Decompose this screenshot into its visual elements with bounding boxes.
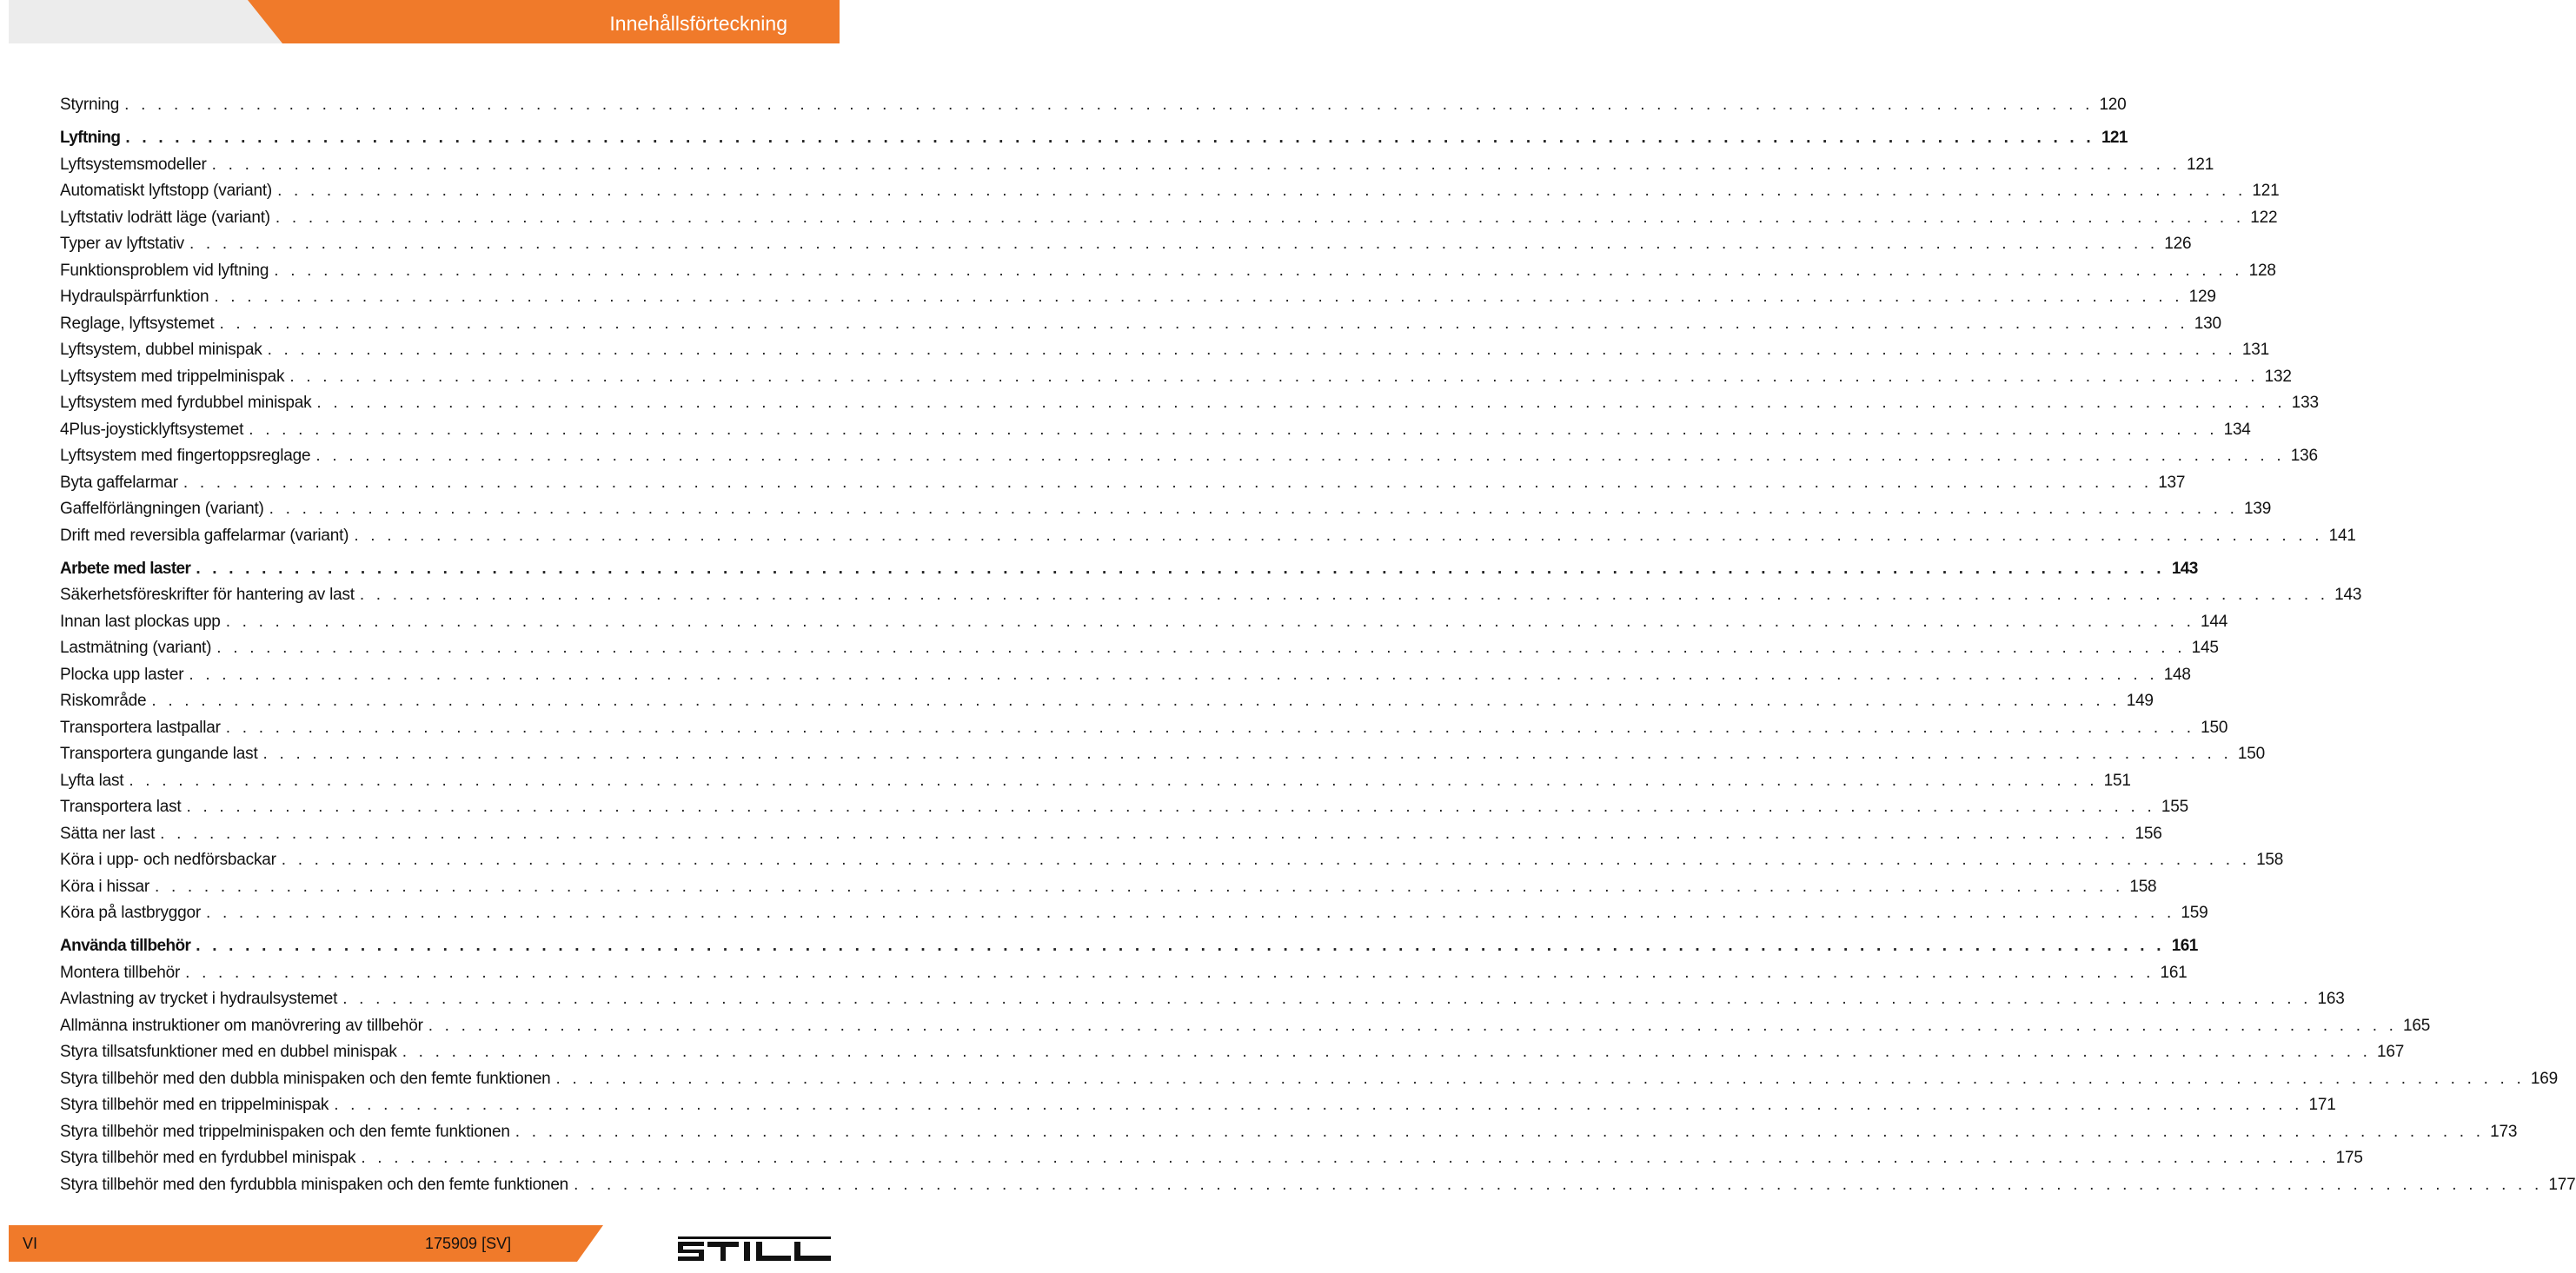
toc-entry[interactable] <box>60 870 2157 897</box>
toc-entry[interactable] <box>60 281 2216 308</box>
toc-entry[interactable] <box>60 334 2269 361</box>
toc-entry-page: 156 <box>2134 824 2162 843</box>
toc-entry[interactable] <box>60 632 2219 659</box>
toc-entry-title: Automatiskt lyftstopp (variant) <box>60 182 273 200</box>
toc-entry[interactable] <box>60 605 2228 632</box>
dot-leader: . . . . . . . . . . . . . . . . . . . . . . . . . . . . . . . . . . . . . . . . . . . . . . . . . . . . . . . . . . . . . . . . . . . . . . . . . . . . . . . . . . . . . . . . . . . . . . . . . . . . . . . . . . . . . . . . . . . . . . . . <box>186 798 2155 816</box>
toc-entry-page: 143 <box>2334 586 2362 604</box>
toc-entry-title: Lyfta last <box>60 771 124 790</box>
dot-leader: . . . . . . . . . . . . . . . . . . . . . . . . . . . . . . . . . . . . . . . . . . . . . . . . . . . . . . . . . . . . . . . . . . . . . . . . . . . . . . . . . . . . . . . . . . . . . . . . . . . . . . . . . . . . . . . . . . . . . . . . <box>183 473 2153 492</box>
toc-entry-page: 126 <box>2164 235 2192 253</box>
toc-entry-title: Köra i hissar <box>60 877 149 896</box>
table-of-contents <box>60 89 2576 1195</box>
toc-entry-title: Montera tillbehör <box>60 963 181 982</box>
toc-entry[interactable] <box>60 764 2131 791</box>
dot-leader: . . . . . . . . . . . . . . . . . . . . . . . . . . . . . . . . . . . . . . . . . . . . . . . . . . . . . . . . . . . . . . . . . . . . . . . . . . . . . . . . . . . . . . . . . . . . . . . . . . . . . . . . . . . . . . . . . . . . . . . . <box>125 129 2095 147</box>
dot-leader: . . . . . . . . . . . . . . . . . . . . . . . . . . . . . . . . . . . . . . . . . . . . . . . . . . . . . . . . . . . . . . . . . . . . . . . . . . . . . . . . . . . . . . . . . . . . . . . . . . . . . . . . . . . . . . . . . . . . . . . . <box>155 877 2124 896</box>
toc-entry[interactable] <box>60 307 2221 334</box>
dot-leader: . . . . . . . . . . . . . . . . . . . . . . . . . . . . . . . . . . . . . . . . . . . . . . . . . . . . . . . . . . . . . . . . . . . . . . . . . . . . . . . . . . . . . . . . . . . . . . . . . . . . . . . . . . . . . . . . . . . . . . . . <box>342 990 2312 1008</box>
toc-section-heading[interactable] <box>60 923 2198 956</box>
toc-entry[interactable] <box>60 1115 2518 1142</box>
toc-entry-title: Hydraulspärrfunktion <box>60 288 209 306</box>
document-number: 175909 [SV] <box>425 1235 512 1252</box>
dot-leader: . . . . . . . . . . . . . . . . . . . . . . . . . . . . . . . . . . . . . . . . . . . . . . . . . . . . . . . . . . . . . . . . . . . . . . . . . . . . . . . . . . . . . . . . . . . . . . . . . . . . . . . . . . . . . . . . . . . . . . . . <box>151 692 2121 710</box>
toc-entry[interactable] <box>60 466 2186 493</box>
dot-leader: . . . . . . . . . . . . . . . . . . . . . . . . . . . . . . . . . . . . . . . . . . . . . . . . . . . . . . . . . . . . . . . . . . . . . . . . . . . . . . . . . . . . . . . . . . . . . . . . . . . . . . . . . . . . . . . . . . . . . . . . <box>574 1175 2543 1194</box>
toc-entry[interactable] <box>60 897 2208 924</box>
toc-entry-page: 149 <box>2126 692 2154 710</box>
toc-entry[interactable] <box>60 711 2228 738</box>
toc-entry[interactable] <box>60 201 2278 228</box>
toc-entry-page: 177 <box>2548 1175 2576 1194</box>
dot-leader: . . . . . . . . . . . . . . . . . . . . . . . . . . . . . . . . . . . . . . . . . . . . . . . . . . . . . . . . . . . . . . . . . . . . . . . . . . . . . . . . . . . . . . . . . . . . . . . . . . . . . . . . . . . . . . . . . . . . . . . . <box>185 963 2154 982</box>
toc-entry-page: 161 <box>2160 963 2188 982</box>
dot-leader: . . . . . . . . . . . . . . . . . . . . . . . . . . . . . . . . . . . . . . . . . . . . . . . . . . . . . . . . . . . . . . . . . . . . . . . . . . . . . . . . . . . . . . . . . . . . . . . . . . . . . . . . . . . . . . . . . . . . . . . . <box>277 182 2247 200</box>
toc-entry-title: Lyftsystem med trippelminispak <box>60 367 285 386</box>
toc-entry-page: 134 <box>2223 420 2251 439</box>
toc-entry-page: 143 <box>2171 559 2198 578</box>
toc-entry-title: Reglage, lyftsystemet <box>60 314 215 333</box>
toc-entry[interactable] <box>60 658 2191 685</box>
toc-section-heading[interactable] <box>60 115 2128 148</box>
dot-leader: . . . . . . . . . . . . . . . . . . . . . . . . . . . . . . . . . . . . . . . . . . . . . . . . . . . . . . . . . . . . . . . . . . . . . . . . . . . . . . . . . . . . . . . . . . . . . . . . . . . . . . . . . . . . . . . . . . . . . . . . <box>189 665 2158 684</box>
toc-entry[interactable] <box>60 148 2214 175</box>
toc-entry-page: 121 <box>2252 182 2280 200</box>
toc-entry-title: Styra tillbehör med den dubbla minispaken och den femte funktionen <box>60 1069 551 1088</box>
toc-entry-title: 4Plus-joysticklyftsystemet <box>60 420 244 439</box>
toc-entry[interactable] <box>60 983 2345 1010</box>
toc-section-heading[interactable] <box>60 546 2198 579</box>
toc-entry-page: 173 <box>2490 1122 2518 1141</box>
dot-leader: . . . . . . . . . . . . . . . . . . . . . . . . . . . . . . . . . . . . . . . . . . . . . . . . . . . . . . . . . . . . . . . . . . . . . . . . . . . . . . . . . . . . . . . . . . . . . . . . . . . . . . . . . . . . . . . . . . . . . . . . <box>289 367 2259 386</box>
toc-entry-title: Lyftstativ lodrätt läge (variant) <box>60 208 270 227</box>
toc-entry[interactable] <box>60 1036 2405 1063</box>
page-header <box>9 0 831 43</box>
toc-entry[interactable] <box>60 791 2188 818</box>
dot-leader: . . . . . . . . . . . . . . . . . . . . . . . . . . . . . . . . . . . . . . . . . . . . . . . . . . . . . . . . . . . . . . . . . . . . . . . . . . . . . . . . . . . . . . . . . . . . . . . . . . . . . . . . . . . . . . . . . . . . . . . . <box>315 447 2285 465</box>
dot-leader: . . . . . . . . . . . . . . . . . . . . . . . . . . . . . . . . . . . . . . . . . . . . . . . . . . . . . . . . . . . . . . . . . . . . . . . . . . . . . . . . . . . . . . . . . . . . . . . . . . . . . . . . . . . . . . . . . . . . . . . . <box>219 314 2188 333</box>
toc-entry-page: 155 <box>2161 798 2188 816</box>
toc-entry-page: 150 <box>2237 745 2265 763</box>
toc-entry-title: Funktionsproblem vid lyftning <box>60 261 269 280</box>
dot-leader: . . . . . . . . . . . . . . . . . . . . . . . . . . . . . . . . . . . . . . . . . . . . . . . . . . . . . . . . . . . . . . . . . . . . . . . . . . . . . . . . . . . . . . . . . . . . . . . . . . . . . . . . . . . . . . . . . . . . . . . . <box>196 937 2165 955</box>
toc-entry-page: 131 <box>2241 341 2269 359</box>
toc-entry[interactable] <box>60 254 2276 281</box>
dot-leader: . . . . . . . . . . . . . . . . . . . . . . . . . . . . . . . . . . . . . . . . . . . . . . . . . . . . . . . . . . . . . . . . . . . . . . . . . . . . . . . . . . . . . . . . . . . . . . . . . . . . . . . . . . . . . . . . . . . . . . . . <box>206 904 2175 922</box>
dot-leader: . . . . . . . . . . . . . . . . . . . . . . . . . . . . . . . . . . . . . . . . . . . . . . . . . . . . . . . . . . . . . . . . . . . . . . . . . . . . . . . . . . . . . . . . . . . . . . . . . . . . . . . . . . . . . . . . . . . . . . . . <box>316 394 2286 412</box>
toc-entry-page: 161 <box>2171 937 2198 955</box>
dot-leader: . . . . . . . . . . . . . . . . . . . . . . . . . . . . . . . . . . . . . . . . . . . . . . . . . . . . . . . . . . . . . . . . . . . . . . . . . . . . . . . . . . . . . . . . . . . . . . . . . . . . . . . . . . . . . . . . . . . . . . . . <box>555 1069 2525 1088</box>
toc-entry-page: 148 <box>2163 665 2191 684</box>
toc-entry-title: Plocka upp laster <box>60 665 184 684</box>
still-logo <box>678 1237 831 1264</box>
toc-entry-title: Styra tillbehör med trippelminispaken och den femte funktionen <box>60 1122 510 1141</box>
toc-entry-title: Transportera last <box>60 798 182 816</box>
toc-entry-title: Styra tillbehör med en trippelminispak <box>60 1096 329 1114</box>
toc-entry[interactable] <box>60 1089 2336 1116</box>
toc-entry[interactable] <box>60 519 2356 546</box>
toc-entry-page: 122 <box>2250 208 2278 227</box>
toc-entry-title: Lyftning <box>60 129 121 147</box>
toc-entry-page: 169 <box>2530 1069 2558 1088</box>
toc-entry-page: 130 <box>2194 314 2221 333</box>
dot-leader: . . . . . . . . . . . . . . . . . . . . . . . . . . . . . . . . . . . . . . . . . . . . . . . . . . . . . . . . . . . . . . . . . . . . . . . . . . . . . . . . . . . . . . . . . . . . . . . . . . . . . . . . . . . . . . . . . . . . . . . . <box>214 288 2183 306</box>
toc-entry[interactable] <box>60 579 2362 606</box>
dot-leader: . . . . . . . . . . . . . . . . . . . . . . . . . . . . . . . . . . . . . . . . . . . . . . . . . . . . . . . . . . . . . . . . . . . . . . . . . . . . . . . . . . . . . . . . . . . . . . . . . . . . . . . . . . . . . . . . . . . . . . . . <box>354 526 2323 545</box>
toc-entry[interactable] <box>60 844 2284 871</box>
page-title: Innehållsförteckning <box>609 12 787 35</box>
toc-entry-title: Byta gaffelarmar <box>60 473 178 492</box>
toc-entry-title: Avlastning av trycket i hydraulsystemet <box>60 990 338 1008</box>
dot-leader: . . . . . . . . . . . . . . . . . . . . . . . . . . . . . . . . . . . . . . . . . . . . . . . . . . . . . . . . . . . . . . . . . . . . . . . . . . . . . . . . . . . . . . . . . . . . . . . . . . . . . . . . . . . . . . . . . . . . . . . . <box>515 1122 2485 1141</box>
toc-entry-title: Typer av lyftstativ <box>60 235 184 253</box>
toc-entry-title: Använda tillbehör <box>60 937 191 955</box>
toc-entry-page: 175 <box>2335 1149 2363 1167</box>
toc-entry-page: 158 <box>2129 877 2157 896</box>
page-number: VI <box>23 1235 38 1252</box>
toc-entry[interactable] <box>60 956 2188 983</box>
toc-entry-title: Riskområde <box>60 692 147 710</box>
toc-entry-title: Arbete med laster <box>60 559 191 578</box>
toc-entry[interactable] <box>60 685 2154 712</box>
page-footer <box>0 1225 834 1264</box>
dot-leader: . . . . . . . . . . . . . . . . . . . . . . . . . . . . . . . . . . . . . . . . . . . . . . . . . . . . . . . . . . . . . . . . . . . . . . . . . . . . . . . . . . . . . . . . . . . . . . . . . . . . . . . . . . . . . . . . . . . . . . . . <box>225 612 2195 631</box>
toc-entry-title: Transportera lastpallar <box>60 718 221 737</box>
toc-entry-page: 139 <box>2244 500 2272 518</box>
toc-entry[interactable] <box>60 738 2265 765</box>
dot-leader: . . . . . . . . . . . . . . . . . . . . . . . . . . . . . . . . . . . . . . . . . . . . . . . . . . . . . . . . . . . . . . . . . . . . . . . . . . . . . . . . . . . . . . . . . . . . . . . . . . . . . . . . . . . . . . . . . . . . . . . . <box>216 639 2186 657</box>
toc-entry-title: Köra på lastbryggor <box>60 904 202 922</box>
footer-accent-bar <box>9 1225 603 1262</box>
toc-entry-page: 158 <box>2256 851 2284 869</box>
toc-entry-title: Styra tillbehör med en fyrdubbel minispak <box>60 1149 356 1167</box>
toc-entry[interactable] <box>60 1062 2558 1089</box>
toc-entry-page: 132 <box>2264 367 2292 386</box>
toc-entry[interactable] <box>60 493 2272 520</box>
toc-entry[interactable] <box>60 817 2162 844</box>
toc-entry[interactable] <box>60 1009 2431 1036</box>
toc-entry-page: 129 <box>2188 288 2216 306</box>
toc-entry[interactable] <box>60 228 2192 255</box>
toc-entry-title: Köra i upp- och nedförsbackar <box>60 851 276 869</box>
dot-leader: . . . . . . . . . . . . . . . . . . . . . . . . . . . . . . . . . . . . . . . . . . . . . . . . . . . . . . . . . . . . . . . . . . . . . . . . . . . . . . . . . . . . . . . . . . . . . . . . . . . . . . . . . . . . . . . . . . . . . . . . <box>361 1149 2330 1167</box>
toc-entry-page: 136 <box>2290 447 2318 465</box>
dot-leader: . . . . . . . . . . . . . . . . . . . . . . . . . . . . . . . . . . . . . . . . . . . . . . . . . . . . . . . . . . . . . . . . . . . . . . . . . . . . . . . . . . . . . . . . . . . . . . . . . . . . . . . . . . . . . . . . . . . . . . . . <box>281 851 2251 869</box>
dot-leader: . . . . . . . . . . . . . . . . . . . . . . . . . . . . . . . . . . . . . . . . . . . . . . . . . . . . . . . . . . . . . . . . . . . . . . . . . . . . . . . . . . . . . . . . . . . . . . . . . . . . . . . . . . . . . . . . . . . . . . . . <box>359 586 2329 604</box>
toc-entry-title: Drift med reversibla gaffelarmar (variant) <box>60 526 349 545</box>
toc-entry[interactable] <box>60 387 2319 414</box>
toc-entry-page: 150 <box>2201 718 2228 737</box>
toc-entry-title: Lyftsystem, dubbel minispak <box>60 341 262 359</box>
toc-entry-page: 151 <box>2103 771 2131 790</box>
dot-leader: . . . . . . . . . . . . . . . . . . . . . . . . . . . . . . . . . . . . . . . . . . . . . . . . . . . . . . . . . . . . . . . . . . . . . . . . . . . . . . . . . . . . . . . . . . . . . . . . . . . . . . . . . . . . . . . . . . . . . . . . <box>267 341 2236 359</box>
toc-entry-page: 171 <box>2308 1096 2336 1114</box>
toc-entry-page: 144 <box>2201 612 2228 631</box>
toc-entry-title: Styra tillbehör med den fyrdubbla minispaken och den femte funktionen <box>60 1175 569 1194</box>
toc-entry-page: 159 <box>2181 904 2208 922</box>
dot-leader: . . . . . . . . . . . . . . . . . . . . . . . . . . . . . . . . . . . . . . . . . . . . . . . . . . . . . . . . . . . . . . . . . . . . . . . . . . . . . . . . . . . . . . . . . . . . . . . . . . . . . . . . . . . . . . . . . . . . . . . . <box>274 261 2243 280</box>
toc-entry-title: Säkerhetsföreskrifter för hantering av last <box>60 586 355 604</box>
dot-leader: . . . . . . . . . . . . . . . . . . . . . . . . . . . . . . . . . . . . . . . . . . . . . . . . . . . . . . . . . . . . . . . . . . . . . . . . . . . . . . . . . . . . . . . . . . . . . . . . . . . . . . . . . . . . . . . . . . . . . . . . <box>211 155 2181 174</box>
toc-entry[interactable] <box>60 1142 2363 1169</box>
toc-entry-title: Sätta ner last <box>60 824 156 843</box>
dot-leader: . . . . . . . . . . . . . . . . . . . . . . . . . . . . . . . . . . . . . . . . . . . . . . . . . . . . . . . . . . . . . . . . . . . . . . . . . . . . . . . . . . . . . . . . . . . . . . . . . . . . . . . . . . . . . . . . . . . . . . . . <box>249 420 2218 439</box>
toc-entry-page: 137 <box>2158 473 2186 492</box>
toc-entry[interactable] <box>60 89 2127 115</box>
dot-leader: . . . . . . . . . . . . . . . . . . . . . . . . . . . . . . . . . . . . . . . . . . . . . . . . . . . . . . . . . . . . . . . . . . . . . . . . . . . . . . . . . . . . . . . . . . . . . . . . . . . . . . . . . . . . . . . . . . . . . . . . <box>129 771 2098 790</box>
toc-entry-title: Transportera gungande last <box>60 745 258 763</box>
dot-leader: . . . . . . . . . . . . . . . . . . . . . . . . . . . . . . . . . . . . . . . . . . . . . . . . . . . . . . . . . . . . . . . . . . . . . . . . . . . . . . . . . . . . . . . . . . . . . . . . . . . . . . . . . . . . . . . . . . . . . . . . <box>262 745 2232 763</box>
toc-entry[interactable] <box>60 360 2292 387</box>
toc-entry-page: 133 <box>2291 394 2319 412</box>
toc-entry-title: Lyftsystem med fyrdubbel minispak <box>60 394 312 412</box>
dot-leader: . . . . . . . . . . . . . . . . . . . . . . . . . . . . . . . . . . . . . . . . . . . . . . . . . . . . . . . . . . . . . . . . . . . . . . . . . . . . . . . . . . . . . . . . . . . . . . . . . . . . . . . . . . . . . . . . . . . . . . . . <box>160 824 2129 843</box>
toc-entry-title: Lyftsystemsmodeller <box>60 155 207 174</box>
toc-entry-page: 120 <box>2099 96 2127 114</box>
dot-leader: . . . . . . . . . . . . . . . . . . . . . . . . . . . . . . . . . . . . . . . . . . . . . . . . . . . . . . . . . . . . . . . . . . . . . . . . . . . . . . . . . . . . . . . . . . . . . . . . . . . . . . . . . . . . . . . . . . . . . . . . <box>189 235 2159 253</box>
dot-leader: . . . . . . . . . . . . . . . . . . . . . . . . . . . . . . . . . . . . . . . . . . . . . . . . . . . . . . . . . . . . . . . . . . . . . . . . . . . . . . . . . . . . . . . . . . . . . . . . . . . . . . . . . . . . . . . . . . . . . . . . <box>334 1096 2303 1114</box>
toc-entry-page: 128 <box>2248 261 2276 280</box>
dot-leader: . . . . . . . . . . . . . . . . . . . . . . . . . . . . . . . . . . . . . . . . . . . . . . . . . . . . . . . . . . . . . . . . . . . . . . . . . . . . . . . . . . . . . . . . . . . . . . . . . . . . . . . . . . . . . . . . . . . . . . . . <box>275 208 2245 227</box>
toc-entry[interactable] <box>60 440 2318 467</box>
toc-entry-title: Lyftsystem med fingertoppsreglage <box>60 447 311 465</box>
toc-entry-title: Styrning <box>60 96 120 114</box>
toc-entry-page: 165 <box>2403 1016 2431 1035</box>
dot-leader: . . . . . . . . . . . . . . . . . . . . . . . . . . . . . . . . . . . . . . . . . . . . . . . . . . . . . . . . . . . . . . . . . . . . . . . . . . . . . . . . . . . . . . . . . . . . . . . . . . . . . . . . . . . . . . . . . . . . . . . . <box>402 1043 2372 1061</box>
toc-entry-title: Lastmätning (variant) <box>60 639 212 657</box>
toc-entry-page: 141 <box>2328 526 2356 545</box>
dot-leader: . . . . . . . . . . . . . . . . . . . . . . . . . . . . . . . . . . . . . . . . . . . . . . . . . . . . . . . . . . . . . . . . . . . . . . . . . . . . . . . . . . . . . . . . . . . . . . . . . . . . . . . . . . . . . . . . . . . . . . . . <box>428 1016 2398 1035</box>
toc-entry[interactable] <box>60 1168 2576 1195</box>
toc-entry-page: 167 <box>2377 1043 2405 1061</box>
toc-entry-title: Gaffelförlängningen (variant) <box>60 500 264 518</box>
toc-entry-title: Styra tillsatsfunktioner med en dubbel minispak <box>60 1043 397 1061</box>
toc-entry-title: Innan last plockas upp <box>60 612 221 631</box>
toc-entry[interactable] <box>60 413 2251 440</box>
dot-leader: . . . . . . . . . . . . . . . . . . . . . . . . . . . . . . . . . . . . . . . . . . . . . . . . . . . . . . . . . . . . . . . . . . . . . . . . . . . . . . . . . . . . . . . . . . . . . . . . . . . . . . . . . . . . . . . . . . . . . . . . <box>124 96 2094 114</box>
toc-entry-page: 121 <box>2187 155 2214 174</box>
toc-entry[interactable] <box>60 175 2280 202</box>
toc-entry-page: 163 <box>2317 990 2345 1008</box>
toc-entry-page: 121 <box>2101 129 2128 147</box>
toc-entry-page: 145 <box>2191 639 2219 657</box>
dot-leader: . . . . . . . . . . . . . . . . . . . . . . . . . . . . . . . . . . . . . . . . . . . . . . . . . . . . . . . . . . . . . . . . . . . . . . . . . . . . . . . . . . . . . . . . . . . . . . . . . . . . . . . . . . . . . . . . . . . . . . . . <box>269 500 2239 518</box>
toc-entry-title: Allmänna instruktioner om manövrering av tillbehör <box>60 1016 423 1035</box>
dot-leader: . . . . . . . . . . . . . . . . . . . . . . . . . . . . . . . . . . . . . . . . . . . . . . . . . . . . . . . . . . . . . . . . . . . . . . . . . . . . . . . . . . . . . . . . . . . . . . . . . . . . . . . . . . . . . . . . . . . . . . . . <box>196 559 2165 578</box>
dot-leader: . . . . . . . . . . . . . . . . . . . . . . . . . . . . . . . . . . . . . . . . . . . . . . . . . . . . . . . . . . . . . . . . . . . . . . . . . . . . . . . . . . . . . . . . . . . . . . . . . . . . . . . . . . . . . . . . . . . . . . . . <box>225 718 2195 737</box>
